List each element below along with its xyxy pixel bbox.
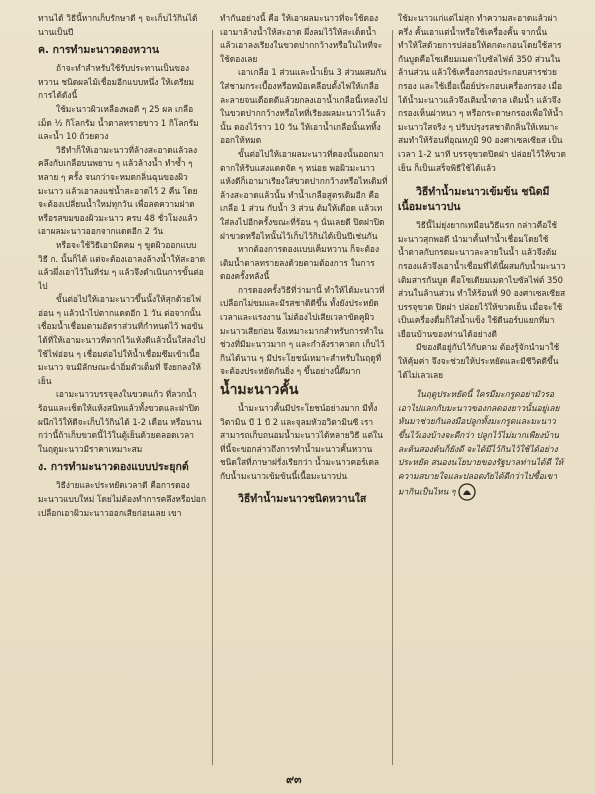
paragraph: ใช้มะนาวแก่แต่ไม่สุก ทำความสะอาดแล้วผ่าครึ่ง คั้นเอาแต่น้ำหรือใช้เครื่องคั้น จากนั้นทำให้ใสด้วยการปล่อยให้ตกตะกอนโดยใช้สารกันบูดคือโซเดียมเมตาไบซัลไฟต์ 350 ส่วนในล้านส่วน แล้วใช้เครื่องกรองประกอบสารช่วยกรอง และใช้เยื่อเนื้อย์ประกอบเครื่องกรอง เมื่อได้น้ำมะนาวแล้วจึงเติมน้ำตาล เติมน้ำ แล้วจึงกรองเห็นฝาหนา ๆ หรือกระดาษกรองเพื่อให้น้ำมะนาวใสจริง ๆ ปรับปรุงรสชาติกลิ่นให้เหมาะสมทำให้ร้อนที่อุณหภูมิ 90 องศาเซลเซียส เป็นเวลา 1-2 นาที บรรจุขวดปิดฝา ปล่อยไว้ให้ขวดเย็น ก็เป็นเสร็จพิธีใช้ได้แล้ว: [398, 13, 566, 173]
paragraph: เอาเกลือ 1 ส่วนและน้ำเย็น 3 ส่วนผสมกัน ใส่ชามกระเบื้องหรือหม้อเคลือบตั้งไฟให้เกลือละลายจนเดือดดีแล้วยกลงเอาน้ำเกลือนี้เทลงไปในขวดปากกว้างหรือไหที่เรียงผลมะนาวไว้แล้วนั้น ดองไว้ราว 10 วัน ให้เอาน้ำเกลือนั้นเททิ้งออกให้หมด: [220, 67, 388, 146]
section-heading: วิธีทำน้ำมะนาวชนิดหวานใส: [238, 492, 367, 505]
text-column-left: [38, 12, 206, 520]
paragraph: ใช้มะนาวผิวเหลืองพอดี ๆ 25 ผล เกลือเม็ด ½ กิโลกรัม น้ำตาลทรายขาว 1 กิโลกรัม และน้ำ 10 ถ้วยตวง: [38, 103, 199, 142]
paragraph: วิธีทำก็ให้เอามะนาวที่ล้างสะอาดแล้วลงคลึงกับเกลือบนพยาบ ๆ แล้วล้างน้ำ ทำซ้ำ ๆ หลาย ๆ ครั้ง จนกว่าจะหมดกลิ่นฉุนของผิวมะนาว แล้วเอาลงแช่น้ำสะอาดไว้ 2 คืน โดยจะต้องเปลี่ยนน้ำใหม่ทุกวัน เพื่อลดความฝาดหรือรสขมของผิวมะนาว ครบ 48 ชั่วโมงแล้ว เอาผลมะนาวออกจากแดดอีก 2 วัน: [38, 144, 198, 237]
column-divider: [212, 30, 213, 765]
closing-paragraph: [398, 388, 566, 501]
paragraph: การดองครั้งวิธีที่ว่ามานี้ ทำให้ได้มะนาวที่เปลือกไม่ขมและมีรสชาติดีขึ้น ทั้งยังประหยัดเวลาและแรงงาน ไม่ต้องไปเสียเวลาขัดคูผิวมะนาวเสียก่อน จึงเหมาะมากสำหรับการทำในช่วงที่มีมะนาวมาก ๆ และกำลังราคาตก เก็บไว้กินได้นาน ๆ มีประโยชน์เหมาะสำหรับในฤดูที่จะต้องประหยัดกันยิ่ง ๆ ขึ้นอย่างนี้ดีมาก: [220, 284, 385, 377]
paragraph: มีของดีอยู่กับไว้กับตาม ต้องรู้จักนำมาใช้ให้คุ้มค่า จึงจะช่วยให้ประหยัดและมีชีวิตดีขึ้นได้ไม่เลวเลย: [398, 342, 560, 380]
paragraph: เอามะนาวบรรจุลงในขวดแก้ว ที่ลวกน้ำร้อนและเช็ดให้แห้งสนิทแล้วทั้งขวดและฝาปิด ผนึกไว้ให้ดีจะเก็บไว้กินได้ 1-2 เดือน หรือนานกว่านี้ถ้าเก็บขวดนี้ไว้ในตู้เย็นด้วยตลอดเวลา ในฤดูมะนาวมีราคาเหมาะสม: [38, 389, 202, 454]
section-heading: วิธีทำน้ำมะนาวเข้มข้น ชนิดมีเนื้อมะนาวปน: [398, 186, 550, 214]
section-heading: ง. การทำมะนาวดองแบบประยุกต์: [38, 461, 189, 474]
paragraph: หากต้องการดองแบบเค็มหวาน ก็จะต้องเติมน้ำตาลทรายลงด้วยตามต้องการ ในการดองครั้งหลังนี้: [220, 244, 380, 282]
paragraph: ขั้นต่อไปให้เอามะนาวขึ้นนั้งให้สุกด้วยไฟอ่อน ๆ แล้วนำไปตากแดดอีก 1 วัน ต่อจากนั้นเชื่อมน้ำเชื่อมตามอัตราส่วนที่กำหนดไว้ พอขันได้ที่ให้เอามะนาวที่ตากไว้แห้งดีแล้วนั้นใส่ลงไป ใช้ไฟอ่อน ๆ เชื่อมต่อไปให้น้ำเชื่อมซึมเข้าเนื้อมะนาว จนมีลักษณะฉ่ำอิ่มตัวเต็มที่ จึงยกลงให้เย็น: [38, 294, 206, 386]
closing-text: ในฤดูประหยัดนี้ ใครมีมะกรูดอย่ามัวรอเอาไปแลกกับมะนาวของกลดองยาวนั้นอยู่เลย หันมาช่วยกันลงมือปลูกทั้งมะกรูดและมะนาวขึ้นไว้เองบ้างจะดีกว่า ปลูกไว้ไม่มากเพียงบ้านละต้นสองต้นก็ยังดี จะได้มีไว้กินไว้ใช้ได้อย่างประหยัด สนองนโยบายของรัฐบาลท่านได้ดี ให้ความสบายใจและปลอดภัยได้ดีกว่าไปซื้อเขามากินเป็นไหน ๆ: [398, 389, 564, 497]
paragraph: ทานได้ วิธีนี้หากเก็บรักษาดี ๆ จะเก็บไว้กินได้นานเป็นปี: [38, 13, 198, 37]
paragraph: ถ้าจะทำสำหรับใช้รับประทานเป็นของหวาน ชนิดผลไม้เชื่อมอีกแบบหนึ่ง ให้เตรียมการได้ดังนี้: [38, 63, 194, 101]
text-column-right: [398, 12, 566, 501]
page-number: ๙๓: [286, 773, 302, 786]
article-heading: น้ำมะนาวคั้น: [220, 382, 299, 399]
paragraph: น้ำมะนาวคั้นมีประโยชน์อย่างมาก มีทั้งวิตามิน บี 1 บี 2 และจุลมหัวอวิตามินซี เราสามารถเก็บถนอมน้ำมะนาวได้หลายวิธี แต่ในที่นี้จะขอกล่าวถึงการทำน้ำมะนาวคั้นหวานชนิดใสที่ภาษาฝรั่งเรียกว่า น้ำมะนาวคอร์เดล กับน้ำมะนาวเข้มข้นนี้เนื้อมะนาวปน: [220, 403, 383, 481]
paragraph: ขั้นต่อไปให้เอาผลมะนาวที่ดองนั้นออกมาตากให้รับแสงแดดจัด ๆ หน่อย พอผิวมะนาวแห้งดีก็เอามาเรียงใส่ขวดปากกว้างหรือไหเดิมที่ล้างสะอาดแล้วนั้น ทำน้ำเกลือสูตรเดิมอีก คือ เกลือ 1 ส่วน กับน้ำ 3 ส่วน ต้มให้เดือด แล้วเทใส่ลงไปอีกครั้งขณะที่ร้อน ๆ นั่นเลยดี ปิดฝาปิดฝาขวดหรือไหนั้นไว้เก็บไว้กินได้เป็นปีเช่นกัน: [220, 148, 388, 241]
paragraph: วิธีง่ายและประหยัดเวลาดี คือการดองมะนาวแบบใหม่ โดยไม่ต้องทำการคลึงหรือปอกเปลือกเอาผิวมะนาวออกเสียก่อนเลย เขา: [38, 480, 206, 518]
paragraph: วิธีนี้ไม่ยุ่งยากเหมือนวิธีแรก กล่าวคือใช้มะนาวสุกพอดี นำมาคั้นทำน้ำเชื่อมโดยใช้น้ำตาลกับกรดมะนาวละลายในน้ำ แล้วจึงต้ม กรองแล้วจึงเอาน้ำเชื่อมที่ได้นี้ผสมกับน้ำมะนาว เติมสารกันบูด คือโซเดียมเมตาไบซัลไฟต์ 350 ส่วนในล้านส่วน ทำให้ร้อนที่ 90 องศาเซลเซียส บรรจุขวด ปิดฝา ปล่อยไว้ให้ขวดเย็น เมื่อจะใช้เป็นเครื่องดื่มก็ใส่น้ำแข็ง ใช้ดีนอร์บแยกที่มาเยือนบ้านของท่านได้อย่างดี: [398, 220, 566, 339]
text-column-middle: [220, 12, 388, 511]
section-heading: ค. การทำมะนาวดองหวาน: [38, 44, 160, 57]
column-divider: [392, 30, 393, 765]
paragraph: ทำกันอย่างนี้ คือ ให้เอาผลมะนาวที่จะใช้ดองเอามาล้างน้ำให้สะอาด ผึ่งลมไว้ให้สะเด็ดน้ำ แล้วเอาลงเรียงในขวดปากกว้างหรือในไหที่จะใช้ดองเลย: [220, 13, 383, 64]
paragraph: หรือจะใช้วิธีเอามีดคม ๆ ขูดผิวออกแบบวิธี ก. นั้นก็ได้ แต่จะต้องเอาลงล้างน้ำให้สะอาด แล้วผึ่งเอาไว้ในที่ร่ม ๆ แล้วจึงดำเนินการขั้นต่อไป: [38, 239, 206, 291]
magazine-logo-icon: [458, 483, 476, 501]
